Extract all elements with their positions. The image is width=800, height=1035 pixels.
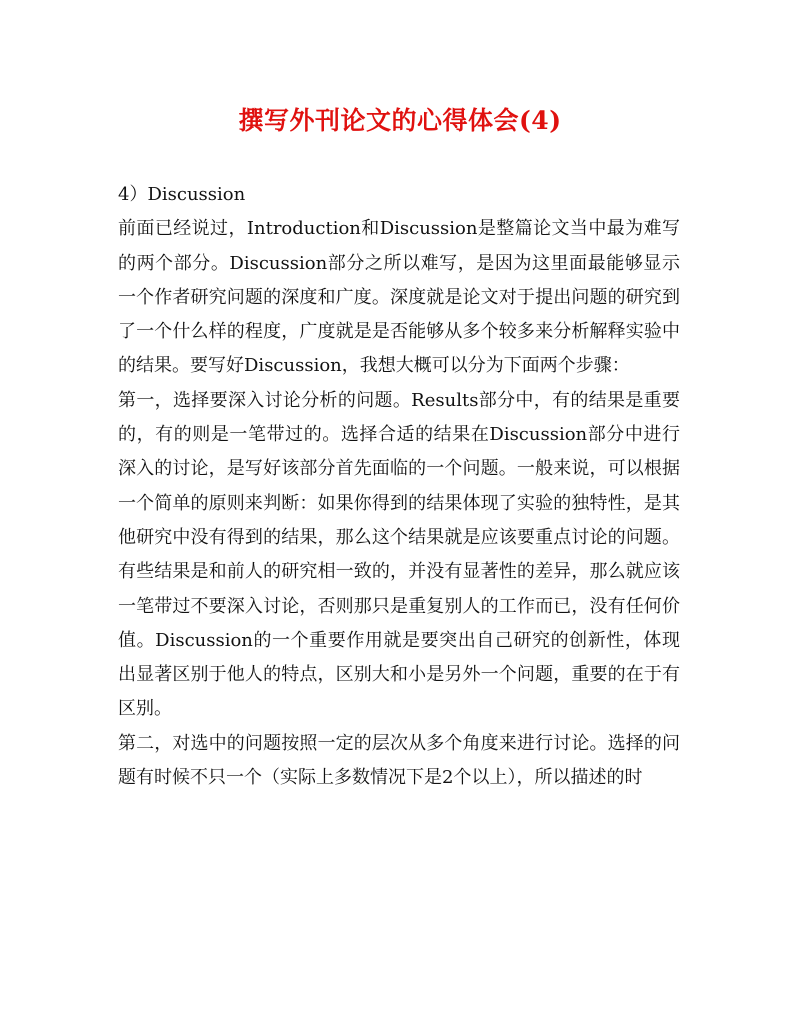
document-body (118, 178, 680, 795)
paragraph-step-one: 第一，选择要深入讨论分析的问题。Results部分中，有的结果是重要的，有的则是一笔带过的。选择合适的结果在Discussion部分中进行深入的讨论，是写好该部分首先面临的一个问题。一般来说，可以根据一个简单的原则来判断：如果你得到的结果体现了实验的独特性，是其他研究中没有得到的结果，那么这个结果就是应该要重点讨论的问题。有些结果是和前人的研究相一致的，并没有显著性的差异，那么就应该一笔带过不要深入讨论，否则那只是重复别人的工作而已，没有任何价值。Discussion的一个重要作用就是要突出自己研究的创新性，体现出显著区别于他人的特点，区别大和小是另外一个问题，重要的在于有区别。 (118, 389, 680, 720)
paragraph-intro: 前面已经说过，Introduction和Discussion是整篇论文当中最为难写的两个部分。Discussion部分之所以难写，是因为这里面最能够显示一个作者研究问题的深度和广度。深度就是论文对于提出问题的研究到了一个什么样的程度，广度就是是否能够从多个较多来分析解释实验中的结果。要写好Discussion，我想大概可以分为下面两个步骤： (118, 218, 680, 377)
document-title: 撰写外刊论文的心得体会(4) (238, 106, 562, 135)
section-heading: 4）Discussion (118, 184, 246, 205)
paragraph-step-two: 第二，对选中的问题按照一定的层次从多个角度来进行讨论。选择的问题有时候不只一个（实际上多数情况下是2个以上），所以描述的时 (118, 732, 680, 789)
